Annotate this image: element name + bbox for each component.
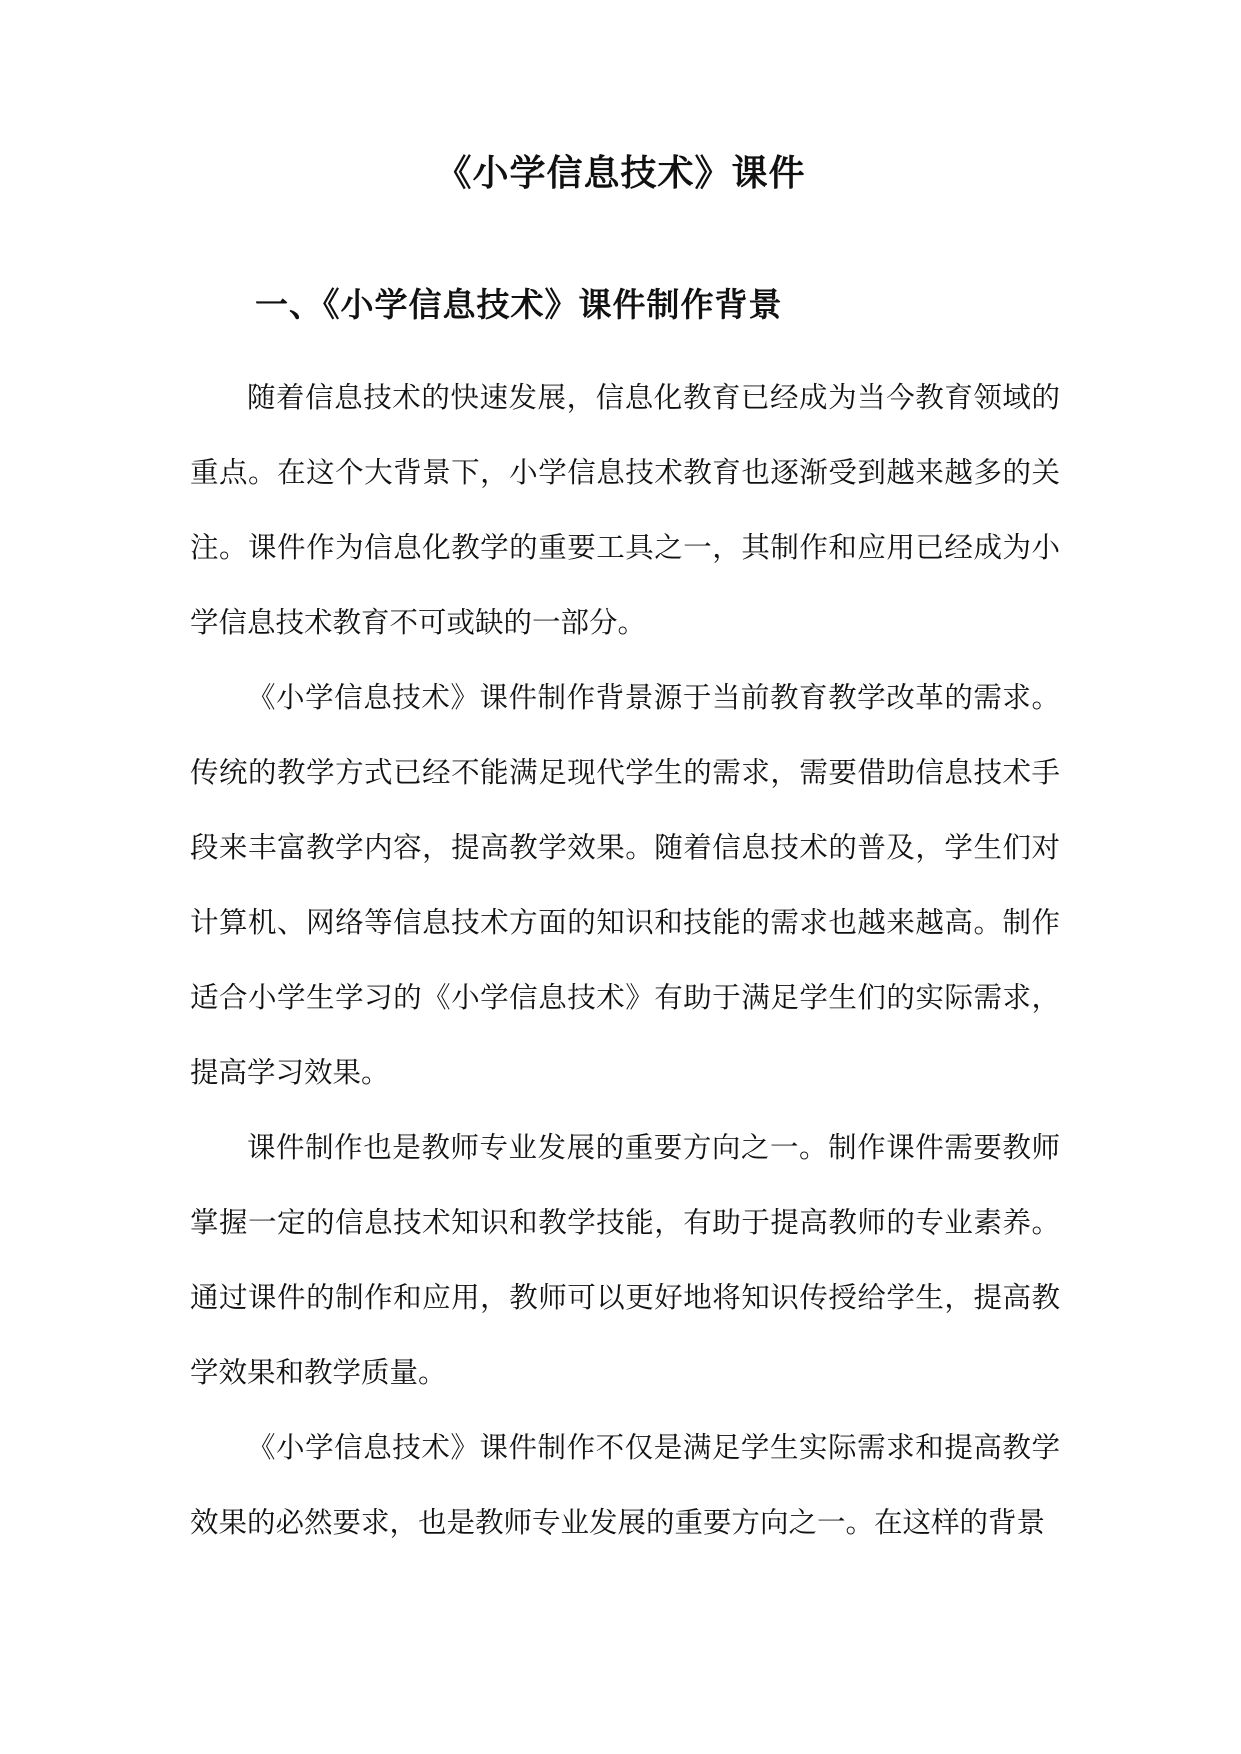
section-heading: 一、《小学信息技术》课件制作背景	[255, 285, 783, 324]
paragraph: 《小学信息技术》课件制作背景源于当前教育教学改革的需求。传统的教学方式已经不能满足现代学生的需求，需要借助信息技术手段来丰富教学内容，提高教学效果。随着信息技术的普及，学生们对计算机、网络等信息技术方面的知识和技能的需求也越来越高。制作适合小学生学习的《小学信息技术》有助于满足学生们的实际需求，提高学习效果。	[190, 681, 1060, 1089]
body-text	[190, 360, 1060, 1560]
paragraph: 随着信息技术的快速发展，信息化教育已经成为当今教育领域的重点。在这个大背景下，小学信息技术教育也逐渐受到越来越多的关注。课件作为信息化教学的重要工具之一，其制作和应用已经成为小学信息技术教育不可或缺的一部分。	[190, 381, 1060, 639]
paragraph: 《小学信息技术》课件制作不仅是满足学生实际需求和提高教学效果的必然要求，也是教师专业发展的重要方向之一。在这样的背景	[190, 1431, 1060, 1539]
paragraph: 课件制作也是教师专业发展的重要方向之一。制作课件需要教师掌握一定的信息技术知识和教学技能，有助于提高教师的专业素养。通过课件的制作和应用，教师可以更好地将知识传授给学生，提高教学效果和教学质量。	[190, 1131, 1060, 1389]
document-title: 《小学信息技术》课件	[435, 152, 806, 194]
